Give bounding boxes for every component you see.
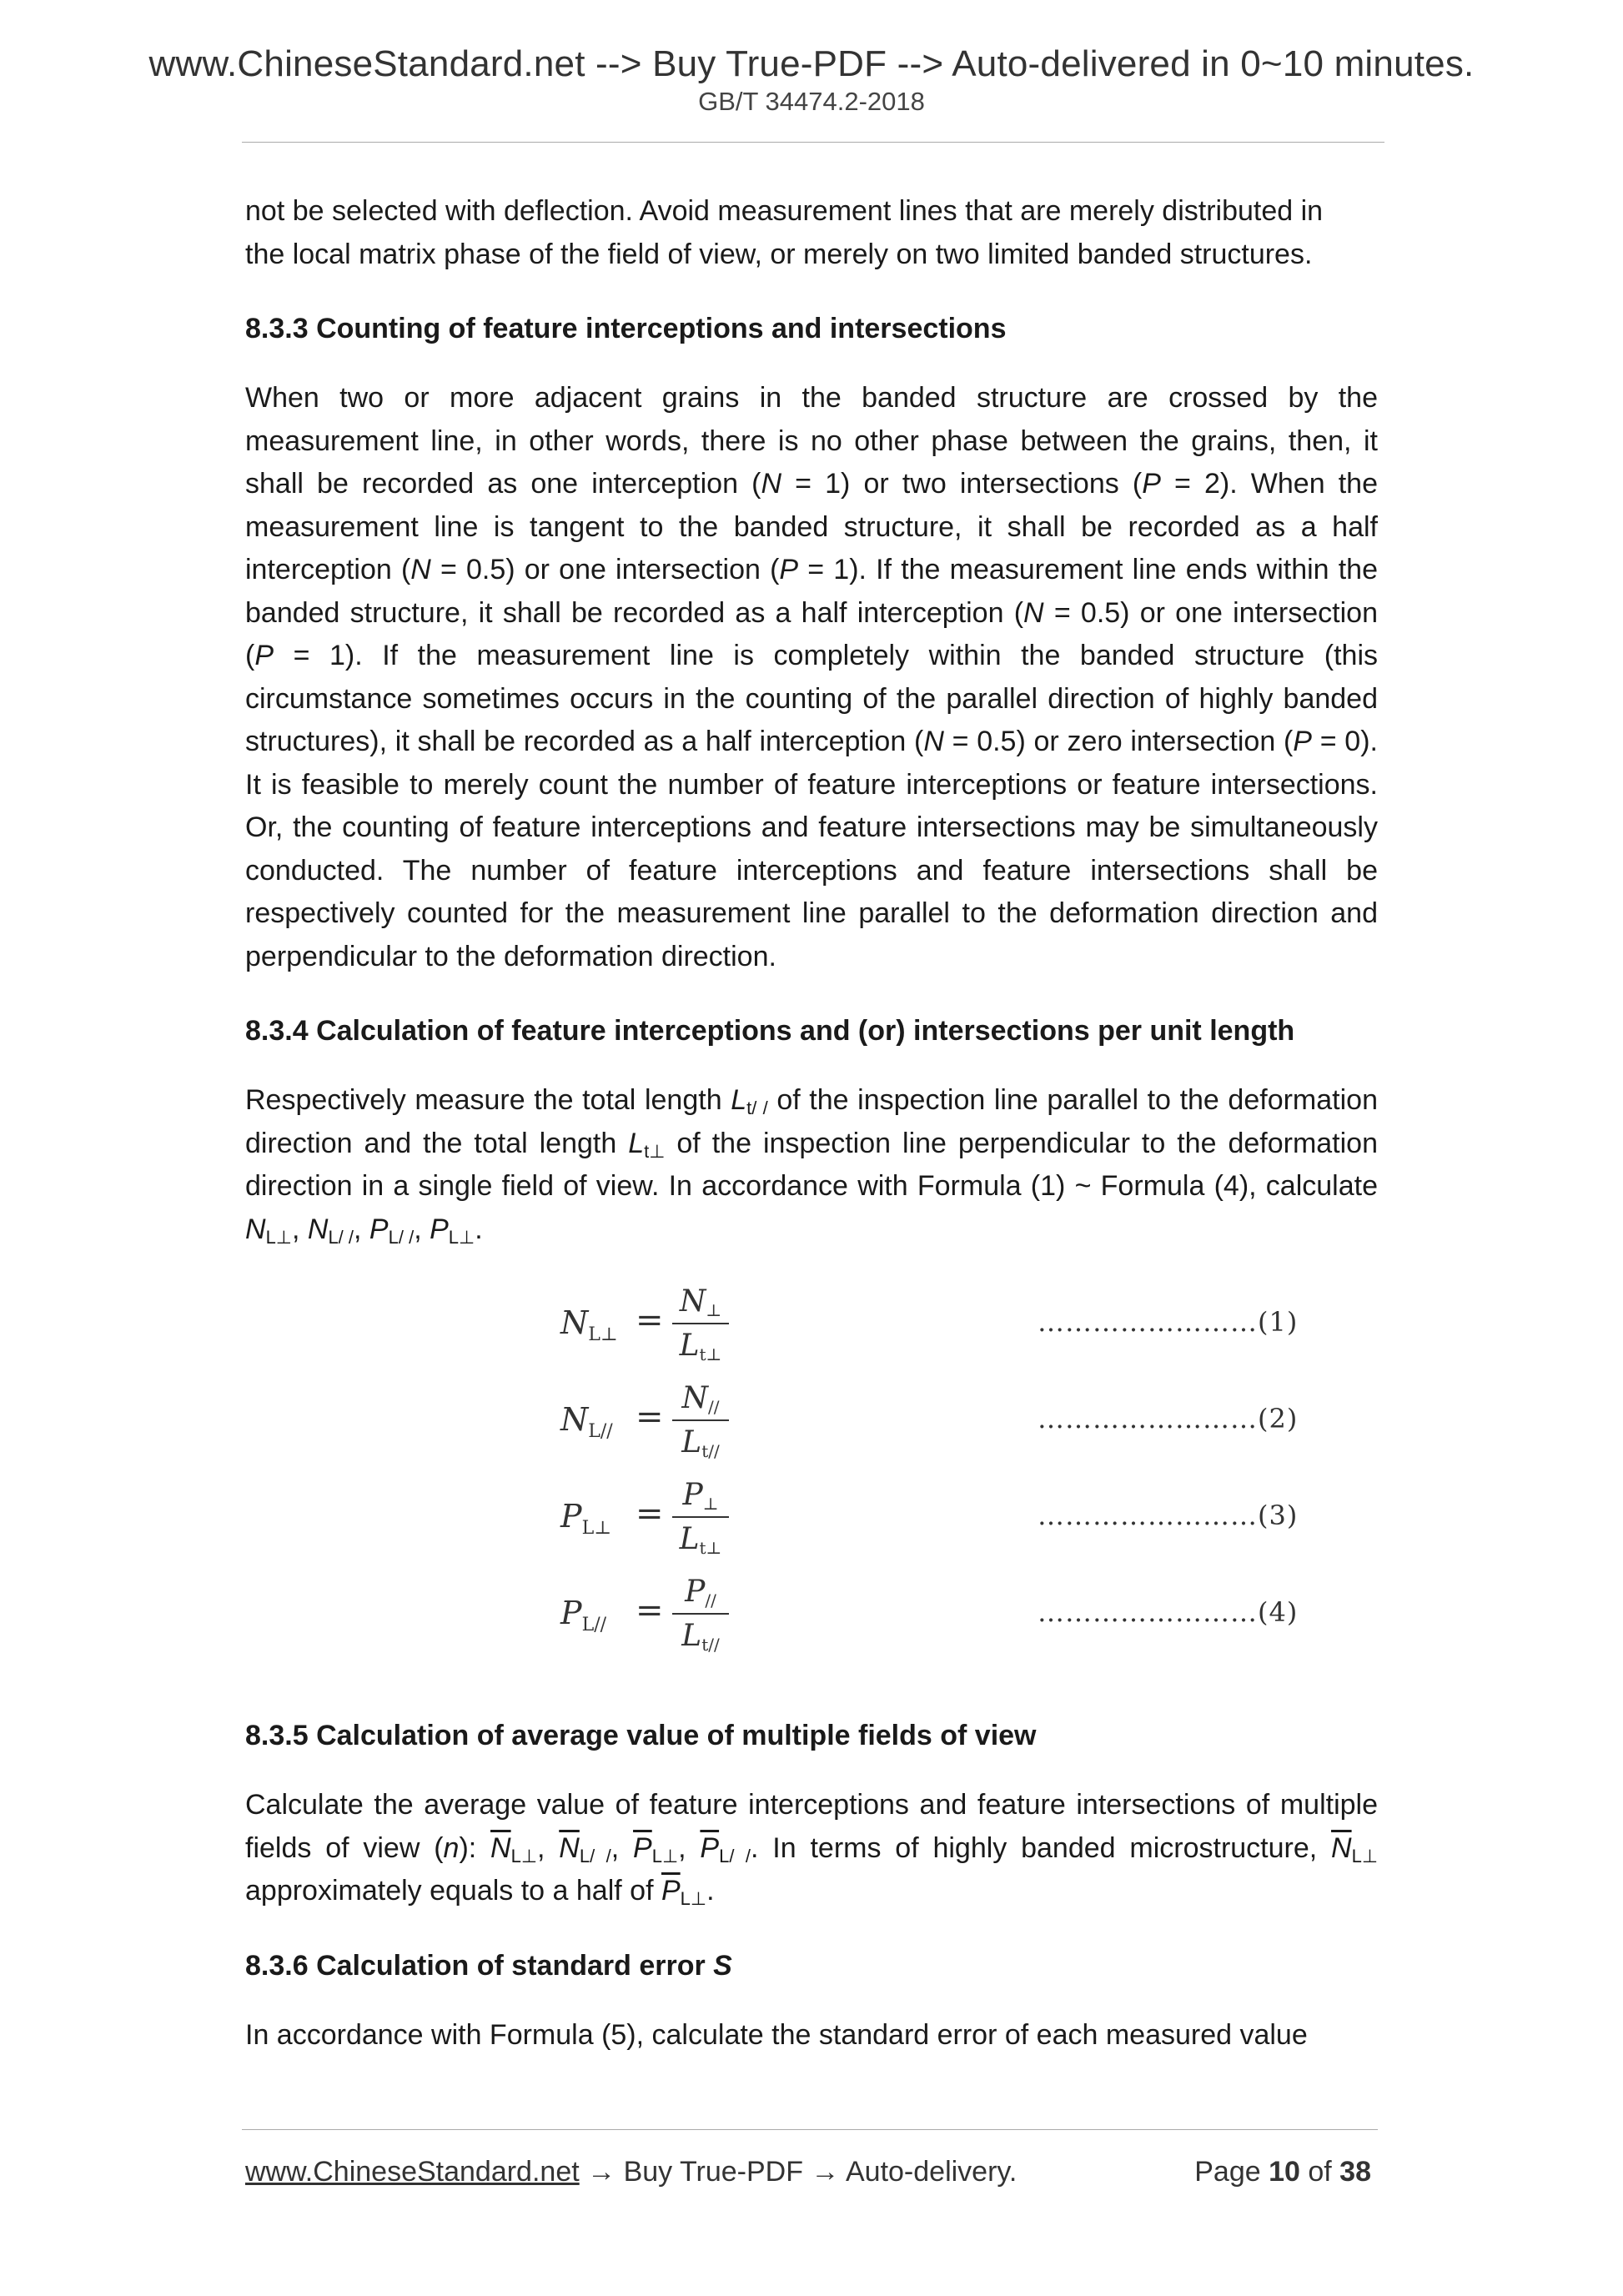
formula-4 <box>245 1573 1378 1656</box>
site-link[interactable]: www.ChineseStandard.net <box>245 2156 580 2188</box>
fraction: $P_\perp$ $L_{t\perp}$ <box>669 1476 732 1558</box>
formula-lhs: $P_{L\perp}$ <box>560 1498 611 1539</box>
section-title-8-3-5: 8.3.5 Calculation of average value of multiple fields of view <box>245 1720 1037 1751</box>
formula-lhs: $N_{L//}$ <box>560 1401 613 1442</box>
header-divider <box>242 142 1384 143</box>
calculation-paragraph: Respectively measure the total length $L_{t/ /}$ of the inspection line parallel to the deformation direction and the total length $L_{t\perp}$ of the inspection line perpendicular to the deformation direction in a single field of view. In accordance with Formula (1) ~ Formula (4), calculate $N_{L\perp}$, $N_{L/ /}$, $P_{L/ /}$, $P_{L\perp}$. <box>245 1084 1378 1248</box>
page-footer <box>245 2156 1378 2188</box>
document-number: GB/T 34474.2-2018 <box>698 87 925 116</box>
section-title-8-3-3: 8.3.3 Counting of feature interceptions and intersections <box>245 313 1007 344</box>
formula-reference: ……………………(1) <box>1038 1306 1299 1338</box>
equals-sign: = <box>636 1301 664 1339</box>
fraction: $N_{//}$ $L_{t//}$ <box>669 1379 732 1461</box>
page-indicator: Page 10 of 38 <box>1194 2156 1371 2188</box>
section-title-8-3-4: 8.3.4 Calculation of feature interceptions and (or) intersections per unit length <box>245 1015 1295 1047</box>
footer-tagline: → Buy True-PDF → Auto-delivery. <box>579 2156 1018 2188</box>
equals-sign: = <box>636 1398 664 1436</box>
continued-paragraph: not be selected with deflection. Avoid measurement lines that are merely distributed in the local matrix phase of the field of view, or merely on two limited banded structures. <box>245 195 1324 270</box>
standard-error-paragraph: In accordance with Formula (5), calculate the standard error of each measured value <box>245 2018 1308 2051</box>
formula-reference: ……………………(3) <box>1038 1500 1299 1531</box>
equals-sign: = <box>636 1591 664 1630</box>
formula-2 <box>245 1379 1378 1463</box>
page-content <box>245 190 1378 2057</box>
formula-3 <box>245 1476 1378 1560</box>
counting-paragraph: When two or more adjacent grains in the banded structure are crossed by the measurement line, in other words, there is no other phase between the grains, then, it shall be recorded as one interception (N = 1) or two intersections (P = 2). When the measurement line is tangent to the banded structure, it shall be recorded as a half interception (N = 0.5) or one intersection (P = 1). If the measurement line ends within the banded structure, it shall be recorded as a half interception (N = 0.5) or one intersection (P = 1). If the measurement line is completely within the banded structure (this circumstance sometimes occurs in the counting of the parallel direction of highly banded structures), it shall be recorded as a half interception (N = 0.5) or zero intersection (P = 0). It is feasible to merely count the number of feature interceptions or feature intersections. Or, the counting of feature interceptions and feature intersections may be simultaneously conducted. The number of feature interceptions and feature intersections shall be respectively counted for the measurement line parallel to the deformation direction and perpendicular to the deformation direction. <box>245 382 1378 972</box>
equals-sign: = <box>636 1495 664 1533</box>
average-paragraph: Calculate the average value of feature interceptions and feature intersections of multiple fields of view (n): $\overline{N}_{L\perp}$, $\overline{N}_{L/ /}$, $\overline{P}_{L\perp}$, $\overline{P}_{L/ /}$. In terms of highly banded microstructure, $\overline{N}_{L\perp}$ approximately equals to a half of $\overline{P}_{L\perp}$. <box>245 1789 1378 1909</box>
formula-lhs: $P_{L//}$ <box>560 1595 607 1635</box>
footer-divider <box>242 2129 1378 2130</box>
site-banner: www.ChineseStandard.net --> Buy True-PDF --> Auto-delivered in 0~10 minutes. <box>148 43 1475 84</box>
formula-reference: ……………………(2) <box>1038 1403 1299 1434</box>
formula-1 <box>245 1283 1378 1366</box>
fraction: $N_\perp$ $L_{t\perp}$ <box>669 1283 732 1364</box>
section-title-8-3-6: 8.3.6 Calculation of standard error S <box>245 1949 732 1982</box>
formula-lhs: $N_{L\perp}$ <box>560 1304 618 1345</box>
fraction: $P_{//}$ $L_{t//}$ <box>669 1573 732 1655</box>
formula-reference: ……………………(4) <box>1038 1596 1299 1628</box>
formula-block <box>245 1283 1378 1683</box>
